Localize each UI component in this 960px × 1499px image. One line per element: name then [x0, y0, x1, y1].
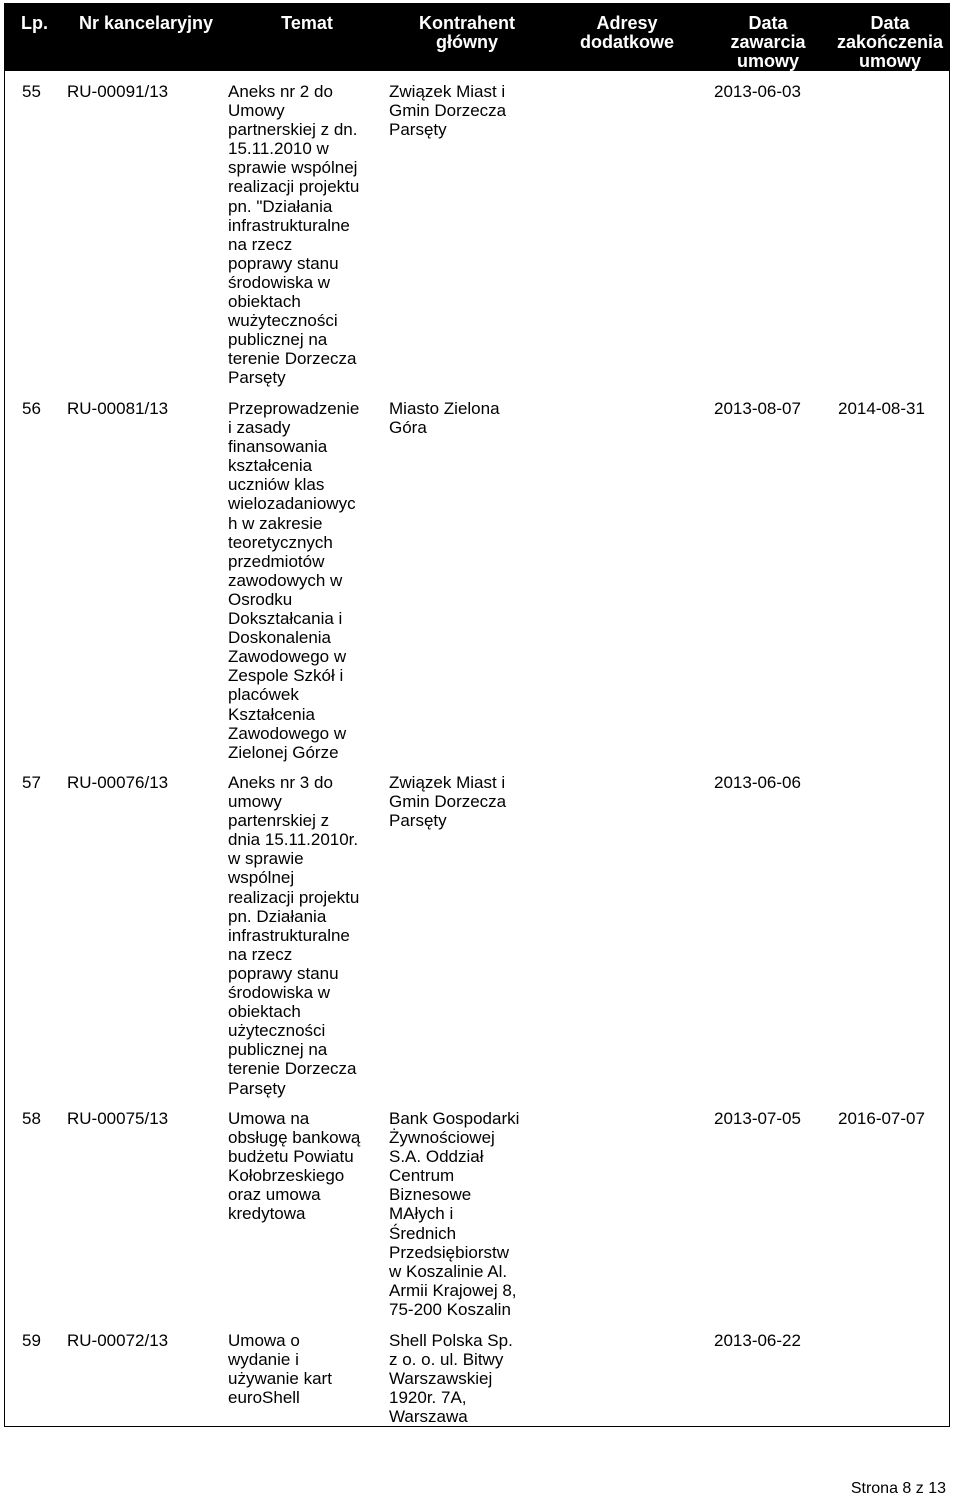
header-kontrahent: Kontrahent główny: [419, 13, 515, 52]
row-kontrahent: Shell Polska Sp. z o. o. ul. Bitwy Warszawskiej 1920r. 7A, Warszawa: [389, 1331, 513, 1427]
row-lp: 56: [22, 399, 41, 418]
row-data-zawarcia: 2013-06-03: [714, 82, 801, 101]
header-adresy: Adresy dodatkowe: [579, 13, 674, 52]
row-temat: Umowa na obsługę bankową budżetu Powiatu Kołobrzeskiego oraz umowa kredytowa: [228, 1109, 361, 1224]
row-nr: RU-00091/13: [67, 82, 169, 101]
row-lp: 57: [22, 773, 41, 792]
row-nr: RU-00081/13: [67, 399, 169, 418]
row-data-zawarcia: 2013-06-06: [714, 773, 801, 792]
row-lp: 55: [22, 82, 41, 101]
row-kontrahent: Bank Gospodarki Żywnościowej S.A. Oddział Centrum Biznesowe MAłych i Średnich Przedsiębiorstw w Koszalinie Al. Armii Krajowej 8, 75-200 Koszalin: [389, 1109, 520, 1319]
header-lp: Lp.: [21, 13, 48, 33]
row-kontrahent: Związek Miast i Gmin Dorzecza Parsęty: [389, 773, 507, 831]
header-temat: Temat: [281, 13, 333, 33]
contracts-table: [4, 3, 950, 1427]
row-temat: Aneks nr 2 do Umowy partnerskiej z dn. 15.11.2010 w sprawie wspólnej realizacji projektu pn. "Działania infrastrukturalne na rzecz poprawy stanu środowiska w obiektach wużyteczności publicznej na terenie Dorzecza Parsęty: [228, 82, 360, 388]
row-lp: 58: [22, 1109, 41, 1128]
row-nr: RU-00072/13: [67, 1331, 169, 1350]
row-lp: 59: [22, 1331, 41, 1350]
row-nr: RU-00075/13: [67, 1109, 169, 1128]
row-data-zawarcia: 2013-06-22: [714, 1331, 801, 1350]
row-temat: Aneks nr 3 do umowy partenrskiej z dnia 15.11.2010r. w sprawie wspólnej realizacji projektu pn. Działania infrastrukturalne na rzecz poprawy stanu środowiska w obiektach użyteczności publicznej na terenie Dorzecza Parsęty: [228, 773, 360, 1098]
page-number: Strona 8 z 13: [850, 1480, 946, 1497]
header-data-zakonczenia: Data zakończenia umowy: [836, 13, 944, 71]
header-data-zawarcia: Data zawarcia umowy: [730, 13, 806, 71]
row-data-zawarcia: 2013-08-07: [714, 399, 801, 418]
row-data-zawarcia: 2013-07-05: [714, 1109, 801, 1128]
row-data-zakonczenia: 2016-07-07: [838, 1109, 925, 1128]
row-nr: RU-00076/13: [67, 773, 169, 792]
row-temat: Przeprowadzenie i zasady finansowania kształcenia uczniów klas wielozadaniowyc h w zakresie teoretycznych przedmiotów zawodowych w Osrodku Dokształcania i Doskonalenia Zawodowego w Zespole Szkół i placówek Kształcenia Zawodowego w Zielonej Górze: [228, 399, 360, 762]
row-kontrahent: Miasto Zielona Góra: [389, 399, 500, 438]
table-header: [5, 4, 949, 71]
header-nr-kancelaryjny: Nr kancelaryjny: [78, 13, 214, 33]
row-kontrahent: Związek Miast i Gmin Dorzecza Parsęty: [389, 82, 507, 140]
row-temat: Umowa o wydanie i używanie kart euroShell: [228, 1331, 332, 1408]
row-data-zakonczenia: 2014-08-31: [838, 399, 925, 418]
